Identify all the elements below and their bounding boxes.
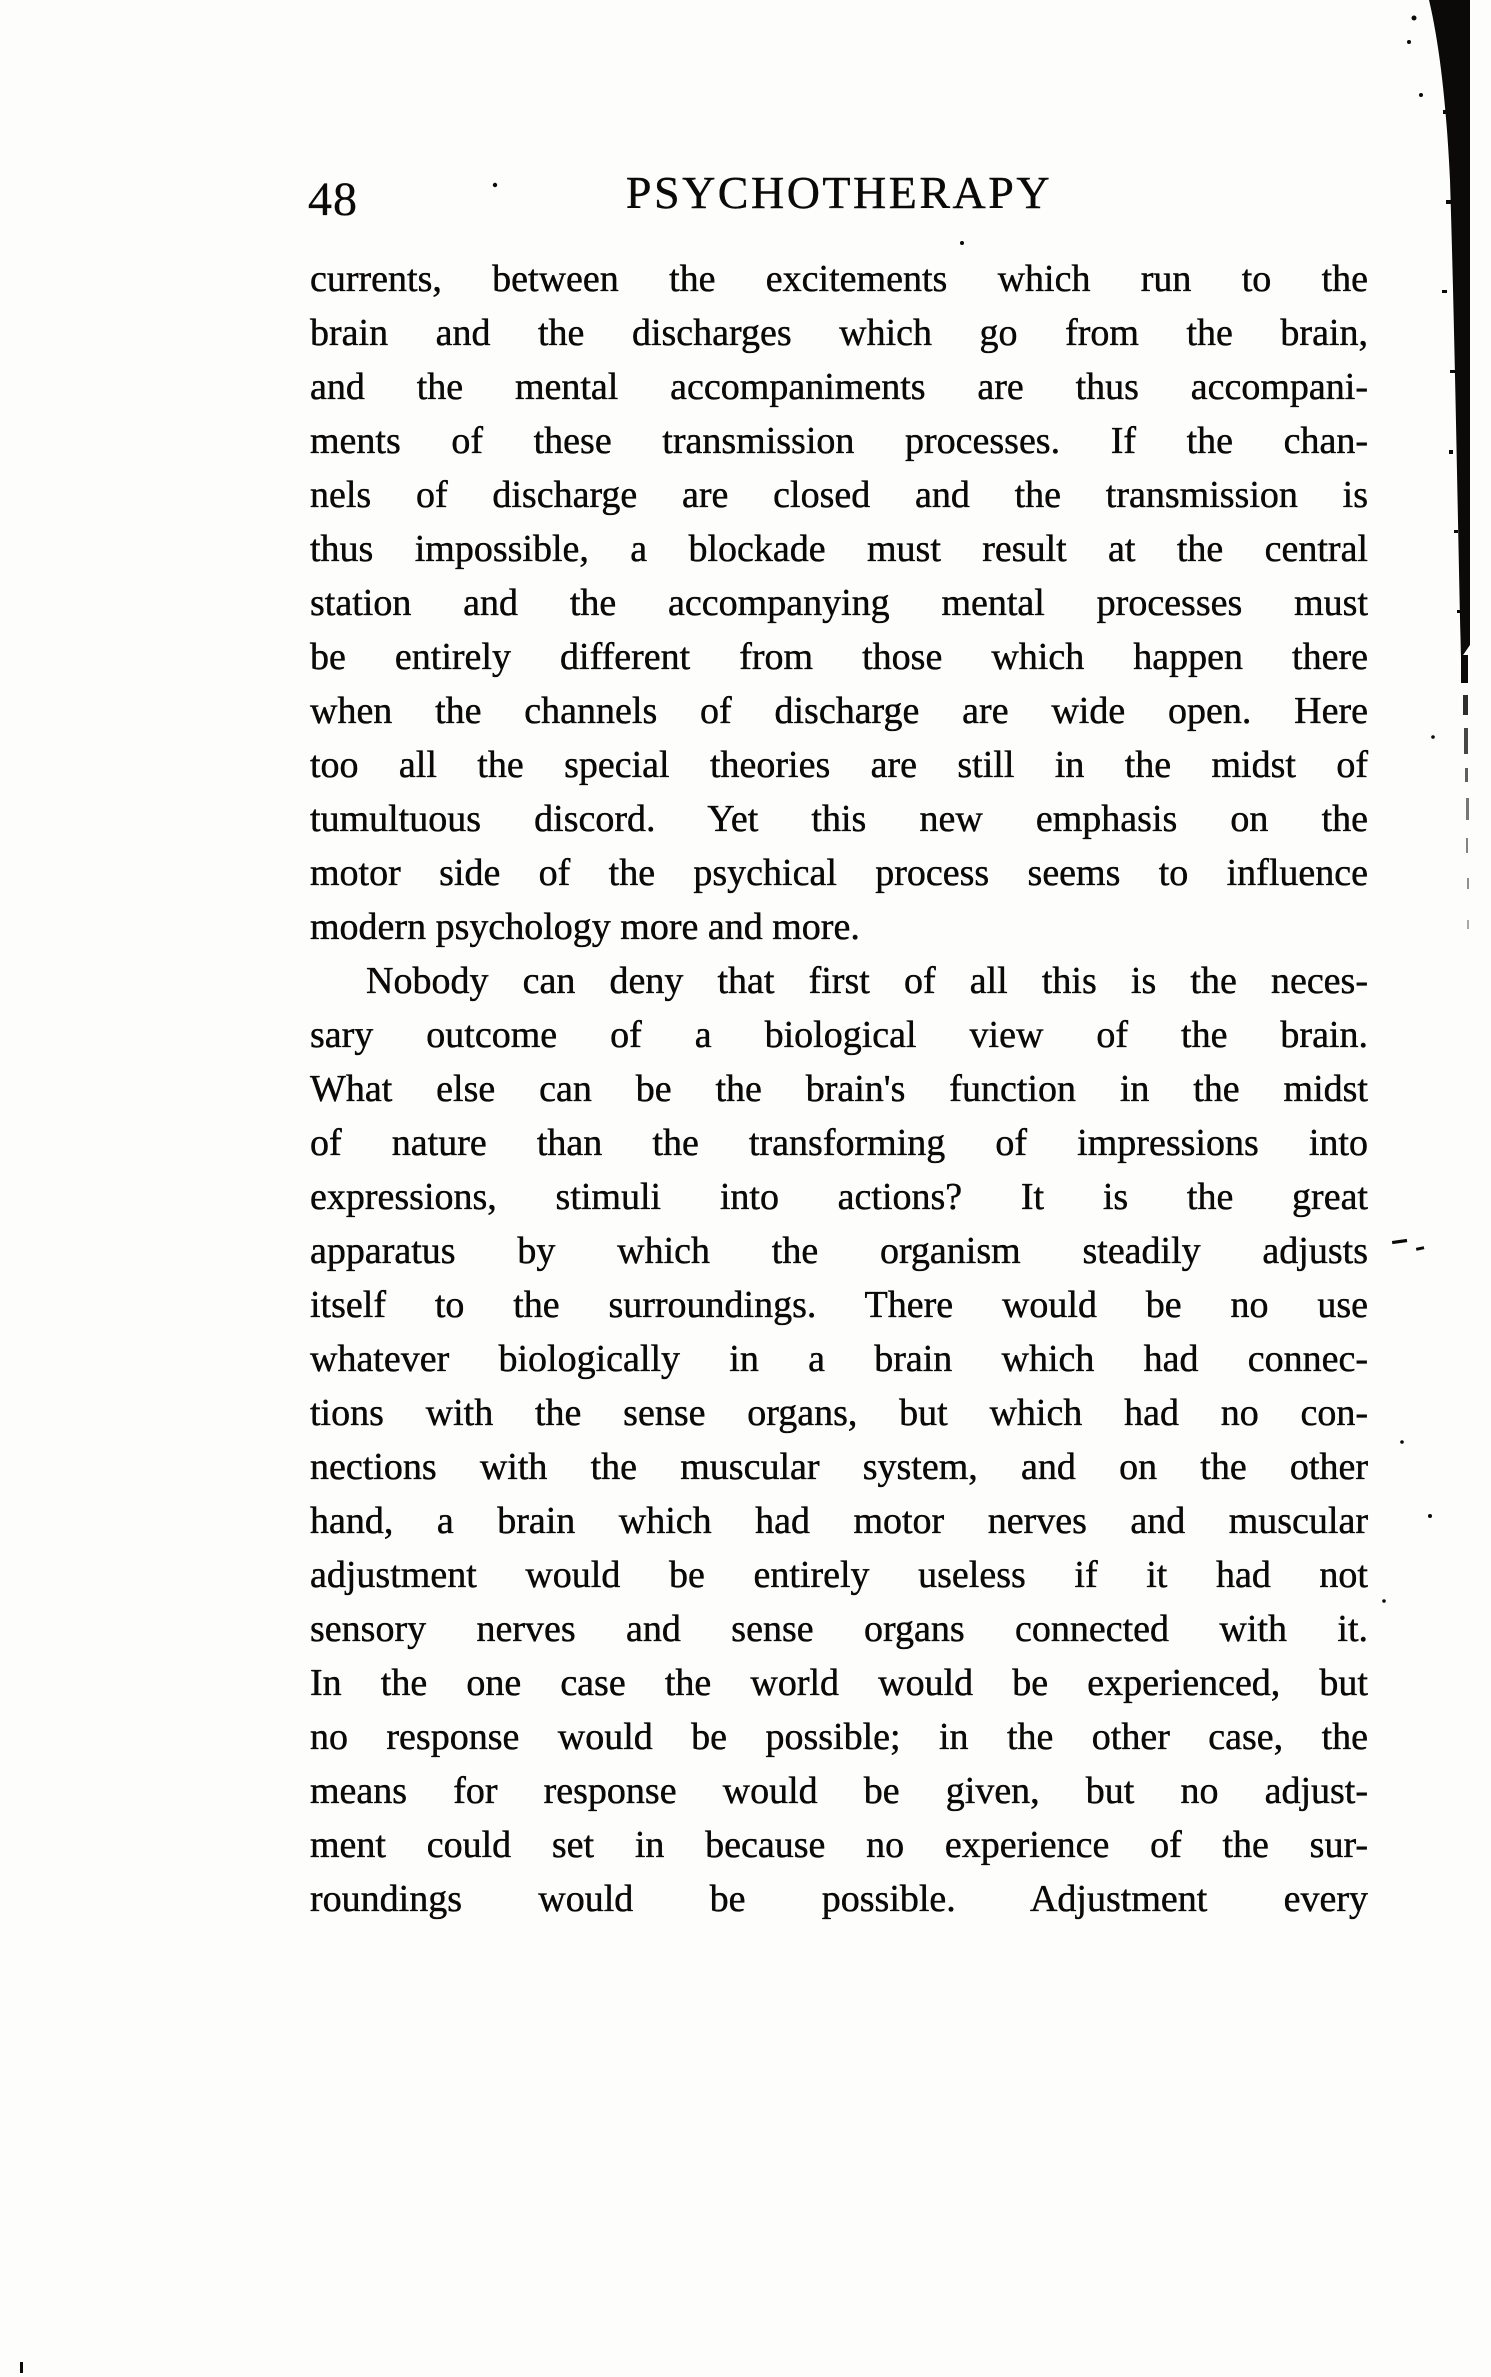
- paragraph: [310, 252, 1368, 954]
- text-line: when the channels of discharge are wide open. Here: [310, 690, 1368, 732]
- text-line: nels of discharge are closed and the transmission is: [310, 474, 1368, 516]
- text-line: tumultuous discord. Yet this new emphasis on the: [310, 798, 1368, 840]
- text-line: adjustment would be entirely useless if it had not: [310, 1554, 1368, 1596]
- text-line: Nobody can deny that first of all this is the neces-: [366, 960, 1368, 1002]
- text-line: brain and the discharges which go from the brain,: [310, 312, 1368, 354]
- text-line: hand, a brain which had motor nerves and muscular: [310, 1500, 1368, 1542]
- page-number: 48: [308, 173, 358, 226]
- text-line: be entirely different from those which happen there: [310, 636, 1368, 678]
- text-line: What else can be the brain's function in the midst: [310, 1068, 1368, 1110]
- text-line: currents, between the excitements which run to the: [310, 258, 1368, 300]
- text-line: apparatus by which the organism steadily adjusts: [310, 1230, 1368, 1272]
- binding-shadow-artifact: [1407, 0, 1470, 929]
- text-line: and the mental accompaniments are thus accompani-: [310, 366, 1368, 408]
- text-line: ment could set in because no experience of the sur-: [310, 1824, 1368, 1866]
- paragraph: [310, 954, 1368, 1926]
- text-line: motor side of the psychical process seems to influence: [310, 852, 1368, 894]
- text-line: ments of these transmission processes. If the chan-: [310, 420, 1368, 462]
- text-line: too all the special theories are still in the midst of: [310, 744, 1368, 786]
- text-line: whatever biologically in a brain which had connec-: [310, 1338, 1368, 1380]
- text-line: roundings would be possible. Adjustment every: [310, 1878, 1368, 1920]
- text-line: thus impossible, a blockade must result at the central: [310, 528, 1368, 570]
- page-title: PSYCHOTHERAPY: [625, 167, 1053, 218]
- text-line: sary outcome of a biological view of the brain.: [310, 1014, 1368, 1056]
- body-text: [310, 252, 1368, 1926]
- text-line: expressions, stimuli into actions? It is the great: [310, 1176, 1368, 1218]
- text-line: tions with the sense organs, but which had no con-: [310, 1392, 1368, 1434]
- text-line: sensory nerves and sense organs connected with it.: [310, 1608, 1368, 1650]
- text-line: station and the accompanying mental processes must: [310, 582, 1368, 624]
- text-line: itself to the surroundings. There would be no use: [310, 1284, 1368, 1326]
- text-line: modern psychology more and more.: [310, 906, 860, 948]
- text-line: no response would be possible; in the other case, the: [310, 1716, 1368, 1758]
- text-line: nections with the muscular system, and on the other: [310, 1446, 1368, 1488]
- text-line: means for response would be given, but no adjust-: [310, 1770, 1368, 1812]
- text-line: of nature than the transforming of impressions into: [310, 1122, 1368, 1164]
- text-line: In the one case the world would be experienced, but: [310, 1662, 1368, 1704]
